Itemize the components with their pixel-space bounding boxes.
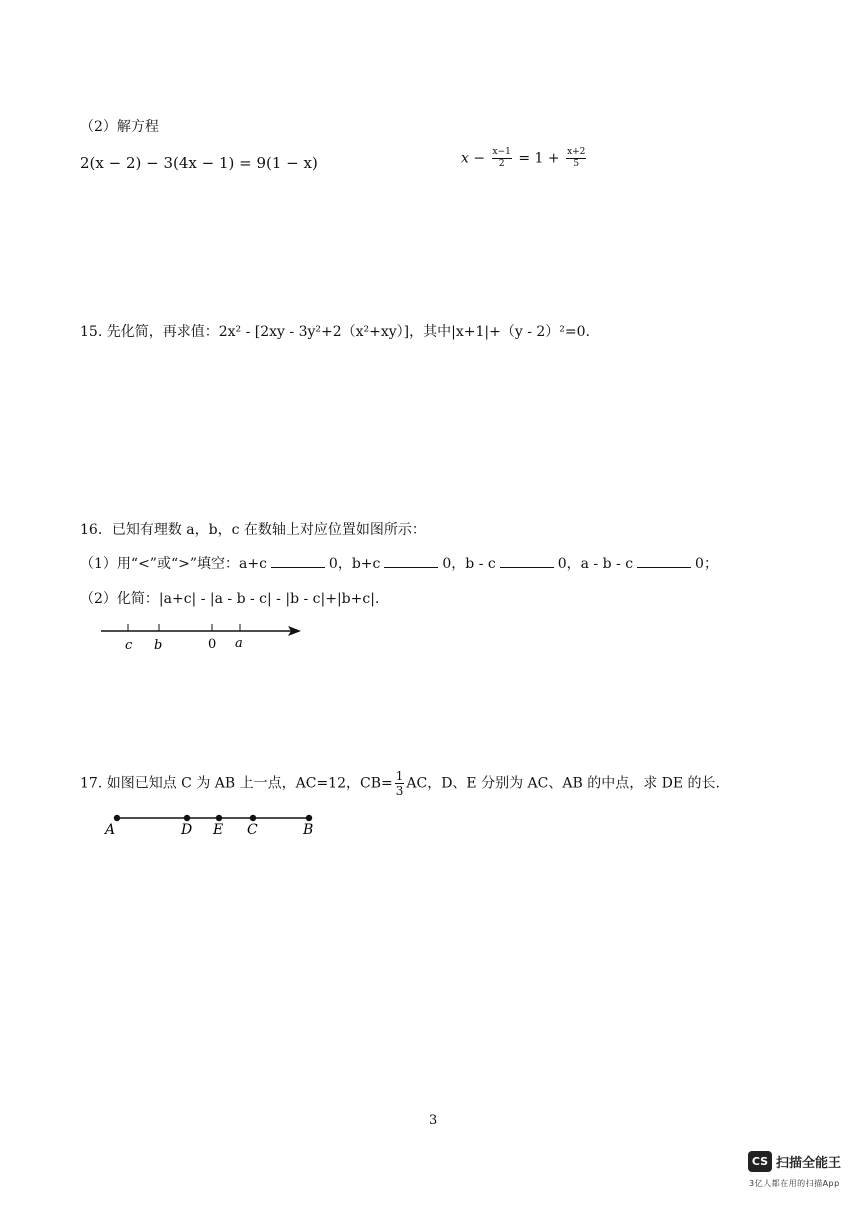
equation-1: 2(x − 2) − 3(4x − 1) = 9(1 − x) (80, 154, 318, 172)
equation-2 (461, 148, 588, 169)
fraction-2-numerator: x+2 (567, 147, 586, 157)
number-line-diagram (95, 618, 310, 658)
q17-text-before: 17. 如图已知点 C 为 AB 上一点，AC=12，CB= (80, 775, 393, 792)
answer-blank-4[interactable] (637, 555, 691, 568)
axis-label-a: a (235, 636, 243, 651)
answer-blank-3[interactable] (500, 555, 554, 568)
axis-label-0: 0 (208, 637, 217, 652)
q16-part2: （2）化简：|a+c| - |a - b - c| - |b - c|+|b+c|. (80, 591, 380, 607)
point-d (184, 815, 190, 821)
q17-text (80, 770, 720, 797)
q17-text-after: AC，D、E 分别为 AC、AB 的中点，求 DE 的长. (406, 775, 721, 792)
q17-fraction (395, 770, 405, 797)
segment-diagram (100, 808, 330, 844)
point-e (216, 815, 222, 821)
q16-part1-seg-b: 0，b - c (442, 556, 496, 572)
q16-stem: 16．已知有理数 a，b，c 在数轴上对应位置如图所示： (80, 522, 426, 538)
q16-part1-seg-d: 0； (695, 556, 718, 572)
equation-2-fraction-2 (566, 148, 586, 169)
equation-2-fraction-1 (492, 148, 512, 169)
answer-blank-2[interactable] (384, 555, 438, 568)
answer-blank-1[interactable] (271, 555, 325, 568)
q16-part1-seg-c: 0，a - b - c (557, 556, 634, 572)
axis-label-c: c (125, 638, 133, 653)
fraction-1-numerator: x−1 (492, 147, 511, 157)
point-label-d: D (181, 822, 193, 838)
watermark-name: 扫描全能王 (776, 1156, 842, 1171)
q16-part1-prefix: （1）用“<”或“>”填空：a+c (80, 556, 267, 572)
point-label-c: C (247, 822, 258, 838)
point-c (250, 815, 256, 821)
q17-fraction-numerator: 1 (395, 769, 404, 783)
point-label-e: E (213, 822, 224, 838)
equation-2-left: x − (461, 150, 486, 167)
equation-2-middle: = 1 + (518, 150, 560, 167)
q15-text: 15. 先化简，再求值：2x² - [2xy - 3y²+2（x²+xy）]，其中|x+1|+（y - 2）²=0. (80, 324, 590, 340)
fraction-1-denominator: 2 (498, 159, 505, 169)
camscanner-logo-icon: CS (748, 1151, 772, 1172)
q17-fraction-denominator: 3 (395, 784, 404, 798)
point-label-a: A (105, 822, 116, 838)
axis-label-b: b (154, 638, 163, 653)
point-b (306, 815, 312, 821)
q16-part1-seg-a: 0，b+c (328, 556, 381, 572)
watermark-subtitle: 3亿人都在用的扫描App (749, 1179, 840, 1188)
point-label-b: B (303, 822, 314, 838)
page-number: 3 (429, 1113, 438, 1128)
q14-part2-heading: （2）解方程 (80, 119, 159, 135)
q16-part1 (80, 553, 718, 573)
fraction-2-denominator: 5 (573, 159, 580, 169)
point-a (114, 815, 120, 821)
